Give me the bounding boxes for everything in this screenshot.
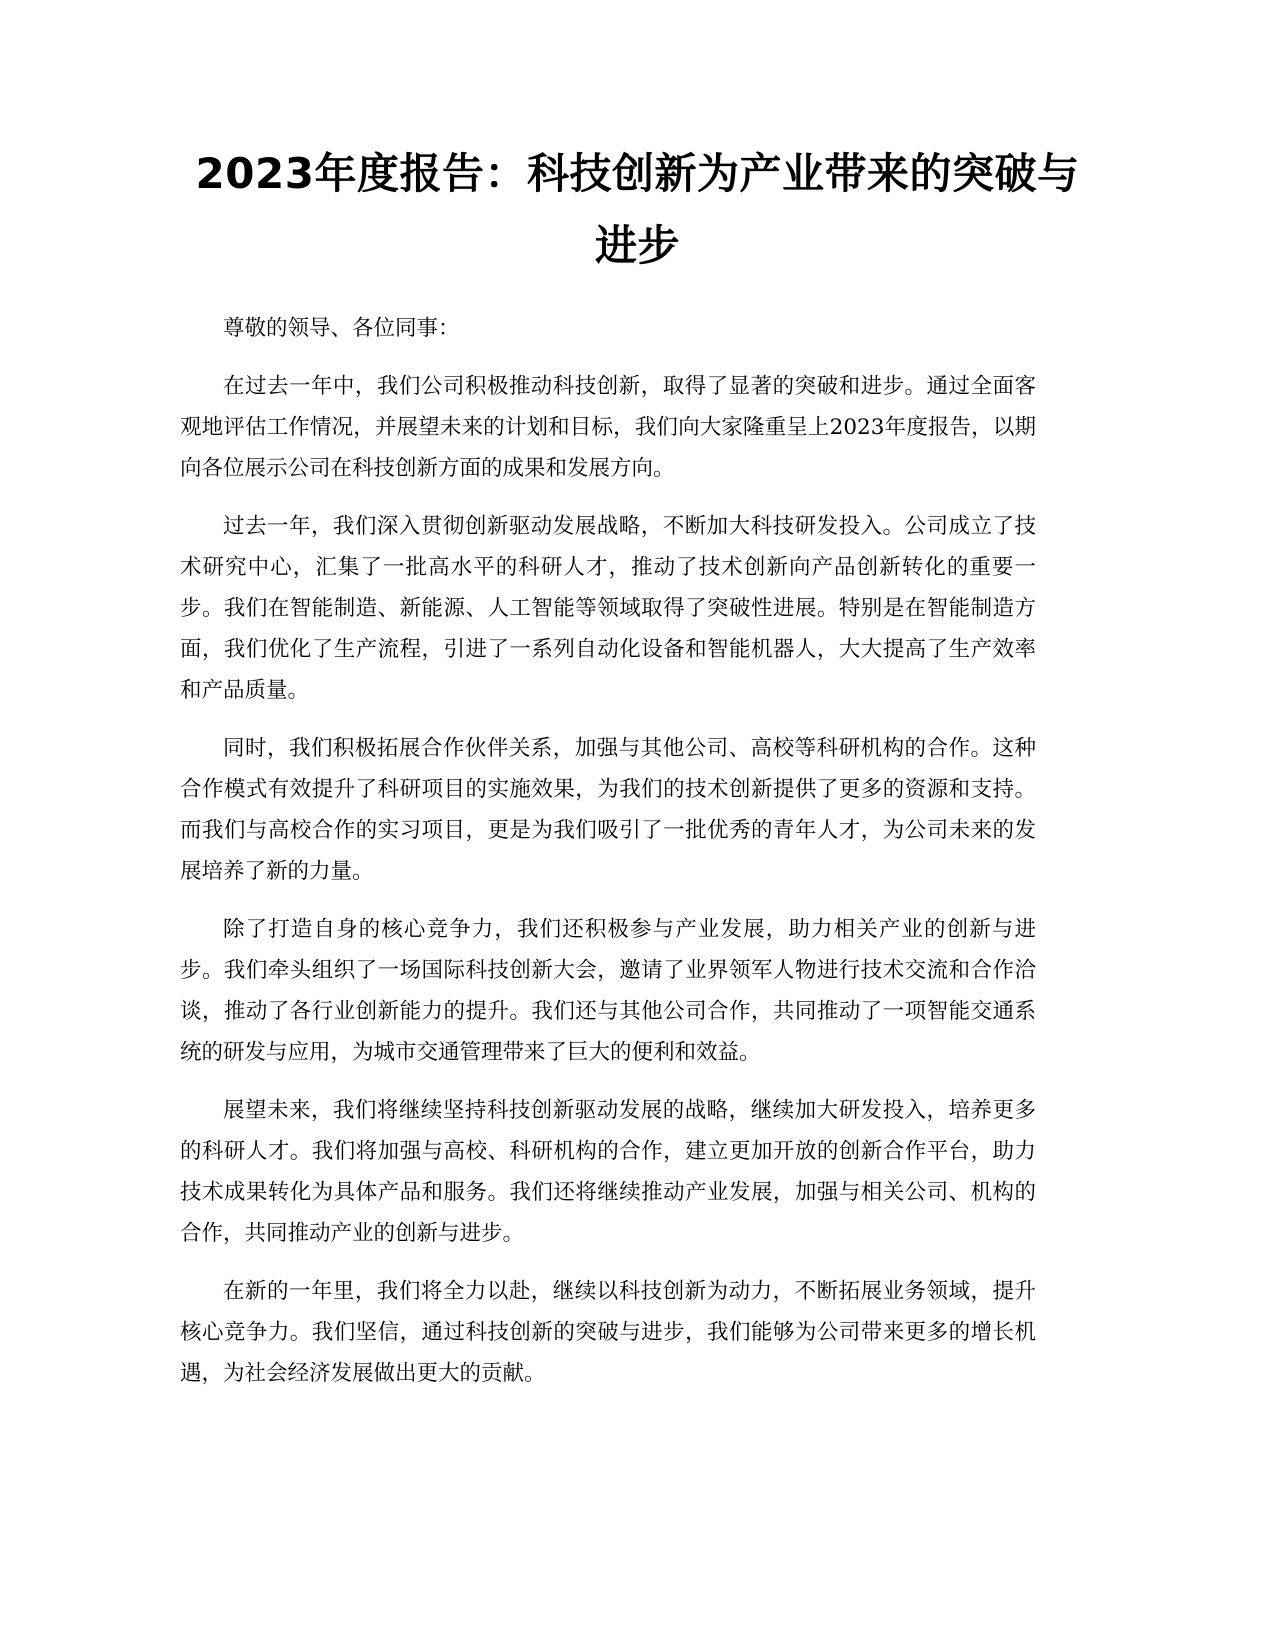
paragraph-salutation: 尊敬的领导、各位同事： bbox=[223, 316, 460, 341]
paragraph-industry-contribution: 除了打造自身的核心竞争力，我们还积极参与产业发展，助力相关产业的创新与进步。我们牵头组织了一场国际科技创新大会，邀请了业界领军人物进行技术交流和合作洽谈，推动了各行业创新能力的提升。我们还与其他公司合作，共同推动了一项智能交通系统的研发与应用，为城市交通管理带来了巨大的便利和效益。 bbox=[180, 917, 1036, 1065]
document-body bbox=[180, 308, 1036, 1411]
paragraph-partnerships: 同时，我们积极拓展合作伙伴关系，加强与其他公司、高校等科研机构的合作。这种合作模式有效提升了科研项目的实施效果，为我们的技术创新提供了更多的资源和支持。而我们与高校合作的实习项目，更是为我们吸引了一批优秀的青年人才，为公司未来的发展培养了新的力量。 bbox=[180, 736, 1036, 884]
paragraph-outlook: 展望未来，我们将继续坚持科技创新驱动发展的战略，继续加大研发投入，培养更多的科研人才。我们将加强与高校、科研机构的合作，建立更加开放的创新合作平台，助力技术成果转化为具体产品和服务。我们还将继续推动产业发展，加强与相关公司、机构的合作，共同推动产业的创新与进步。 bbox=[180, 1098, 1036, 1246]
document-title: 2023年度报告：科技创新为产业带来的突破与进步 bbox=[195, 149, 1080, 270]
paragraph-closing: 在新的一年里，我们将全力以赴，继续以科技创新为动力，不断拓展业务领域，提升核心竞争力。我们坚信，通过科技创新的突破与进步，我们能够为公司带来更多的增长机遇，为社会经济发展做出更大的贡献。 bbox=[180, 1279, 1036, 1386]
paragraph-introduction: 在过去一年中，我们公司积极推动科技创新，取得了显著的突破和进步。通过全面客观地评估工作情况，并展望未来的计划和目标，我们向大家隆重呈上2023年度报告，以期向各位展示公司在科技创新方面的成果和发展方向。 bbox=[180, 374, 1036, 481]
paragraph-rd-achievements: 过去一年，我们深入贯彻创新驱动发展战略，不断加大科技研发投入。公司成立了技术研究中心，汇集了一批高水平的科研人才，推动了技术创新向产品创新转化的重要一步。我们在智能制造、新能源、人工智能等领域取得了突破性进展。特别是在智能制造方面，我们优化了生产流程，引进了一系列自动化设备和智能机器人，大大提高了生产效率和产品质量。 bbox=[180, 514, 1036, 703]
